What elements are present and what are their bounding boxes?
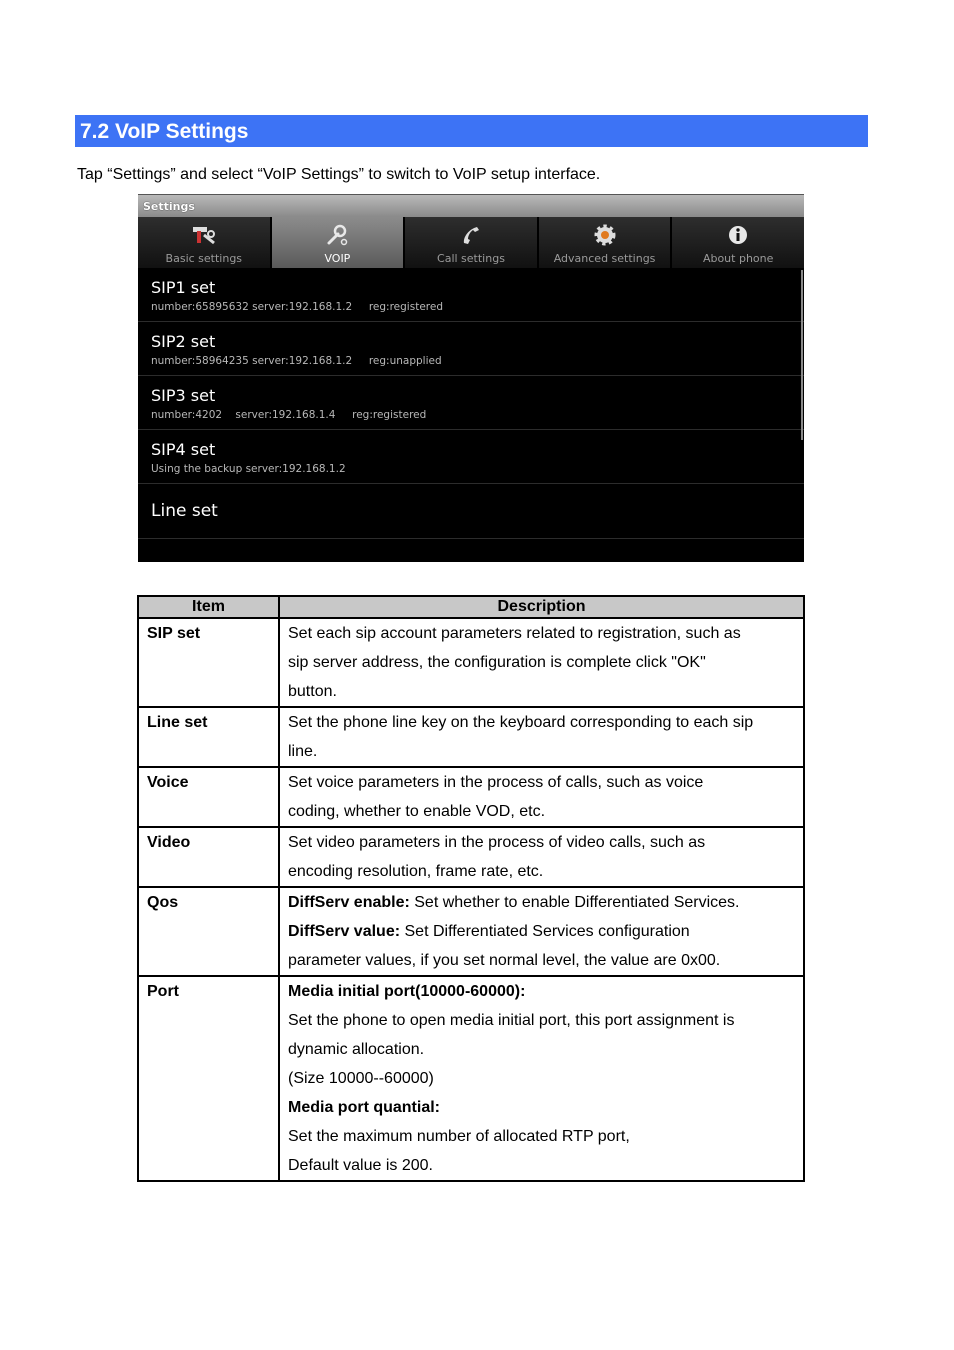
description-line: parameter values, if you set normal level, the value are 0x00.: [288, 952, 721, 969]
tab-about-phone[interactable]: [672, 217, 804, 268]
tab-label: VOIP: [324, 252, 351, 265]
tab-call-settings[interactable]: [405, 217, 537, 268]
row-item: Video: [138, 827, 279, 887]
tab-basic-settings[interactable]: [138, 217, 270, 268]
tab-label: Basic settings: [165, 252, 243, 265]
description-line: Set the maximum number of allocated RTP port,: [288, 1128, 630, 1145]
item-title: SIP4 set: [151, 440, 216, 459]
header-item: Item: [138, 596, 279, 618]
item-subtitle: number:4202 server:192.168.1.4 reg:registered: [151, 409, 427, 421]
diffserv-value-text: Set Differentiated Services configuration: [400, 923, 690, 940]
row-description: [279, 827, 804, 887]
description-line: coding, whether to enable VOD, etc.: [288, 803, 546, 820]
row-description: [279, 618, 804, 707]
item-subtitle: number:65895632 server:192.168.1.2 reg:registered: [151, 301, 443, 313]
description-line: Default value is 200.: [288, 1157, 433, 1174]
info-icon: [727, 222, 749, 248]
tab-label: About phone: [702, 252, 774, 265]
diffserv-enable-text: Set whether to enable Differentiated Services.: [409, 894, 740, 911]
item-subtitle: number:58964235 server:192.168.1.2 reg:unapplied: [151, 355, 442, 367]
list-item-sip3[interactable]: [138, 376, 804, 430]
diffserv-value-label: DiffServ value:: [288, 923, 401, 940]
table-row: [138, 618, 804, 707]
table-row: [138, 827, 804, 887]
item-title: Line set: [151, 501, 218, 521]
table-row: [138, 976, 804, 1181]
settings-tabs: [138, 217, 804, 268]
list-item-line-set[interactable]: [138, 484, 804, 539]
row-item: SIP set: [138, 618, 279, 707]
description-line: Set the phone to open media initial port, this port assignment is: [288, 1012, 735, 1029]
item-title: SIP2 set: [151, 332, 216, 351]
section-heading: 7.2 VoIP Settings: [75, 115, 868, 147]
row-item: Qos: [138, 887, 279, 976]
tab-label: Call settings: [437, 252, 505, 265]
list-item-sip1[interactable]: [138, 268, 804, 322]
description-line: Set voice parameters in the process of calls, such as voice: [288, 774, 704, 791]
description-line: Set each sip account parameters related to registration, such as: [288, 625, 741, 642]
description-table: [137, 595, 805, 1182]
diffserv-enable-label: DiffServ enable:: [288, 894, 410, 911]
table-header-row: [138, 596, 804, 618]
description-line: line.: [288, 743, 318, 760]
description-line: (Size 10000--60000): [288, 1070, 434, 1087]
wrench-icon: [325, 222, 349, 248]
tab-label: Advanced settings: [553, 252, 656, 265]
row-description: [279, 767, 804, 827]
description-line: Set the phone line key on the keyboard corresponding to each sip: [288, 714, 754, 731]
item-title: SIP3 set: [151, 386, 216, 405]
row-item: Line set: [138, 707, 279, 767]
description-line: button.: [288, 683, 337, 700]
scrollbar[interactable]: [801, 270, 803, 440]
gear-icon: [592, 222, 618, 248]
table-row: [138, 767, 804, 827]
item-title: SIP1 set: [151, 278, 216, 297]
media-initial-label: Media initial port(10000-60000):: [288, 983, 526, 1000]
intro-text: Tap “Settings” and select “VoIP Settings” to switch to VoIP setup interface.: [77, 166, 601, 183]
tab-voip[interactable]: [272, 217, 404, 268]
row-description: [279, 887, 804, 976]
row-item: Voice: [138, 767, 279, 827]
description-line: dynamic allocation.: [288, 1041, 425, 1058]
media-quantial-label: Media port quantial:: [288, 1099, 440, 1116]
description-line: [288, 917, 795, 946]
item-subtitle: Using the backup server:192.168.1.2: [151, 463, 346, 475]
description-line: Set video parameters in the process of video calls, such as: [288, 834, 706, 851]
settings-list: [138, 268, 804, 539]
description-line: encoding resolution, frame rate, etc.: [288, 863, 544, 880]
description-line: sip server address, the configuration is complete click "OK": [288, 654, 706, 671]
tab-advanced-settings[interactable]: [539, 217, 671, 268]
device-screenshot: [138, 194, 804, 562]
row-description: [279, 976, 804, 1181]
list-item-sip2[interactable]: [138, 322, 804, 376]
tools-icon: [190, 222, 218, 248]
list-item-sip4[interactable]: [138, 430, 804, 484]
window-title: Settings: [138, 194, 804, 217]
phone-handset-icon: [459, 222, 483, 248]
row-description: [279, 707, 804, 767]
row-item: Port: [138, 976, 279, 1181]
description-line: [288, 888, 795, 917]
header-description: Description: [279, 596, 804, 618]
table-row: [138, 887, 804, 976]
table-row: [138, 707, 804, 767]
